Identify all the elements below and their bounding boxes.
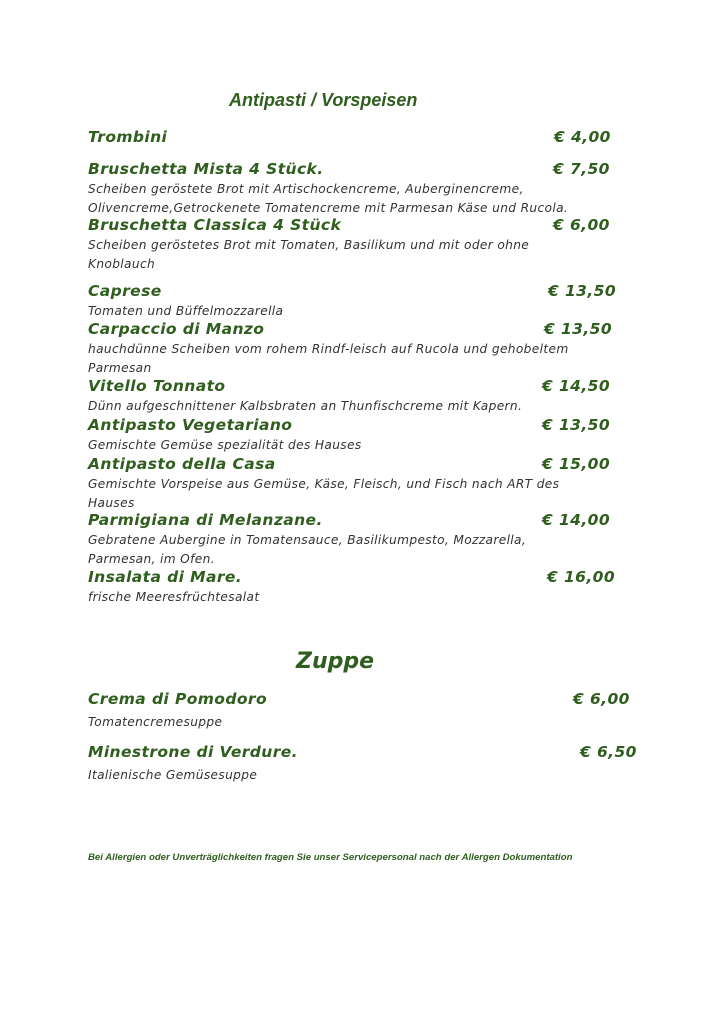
item-price: € 13,50 — [548, 282, 617, 300]
item-name: Insalata di Mare. — [88, 568, 243, 586]
item-price: € 16,00 — [547, 568, 616, 586]
item-description: Gemischte Vorspeise aus Gemüse, Käse, Fleisch, und Fisch nach ART des — [88, 477, 560, 491]
item-name: Caprese — [88, 282, 162, 300]
item-name: Bruschetta Mista 4 Stück. — [88, 160, 324, 178]
item-description: Scheiben geröstetes Brot mit Tomaten, Basilikum und mit oder ohne — [88, 238, 530, 252]
item-price: € 6,00 — [553, 216, 610, 234]
item-description: Olivencreme,Getrockenete Tomatencreme mit Parmesan Käse und Rucola. — [88, 200, 569, 215]
section-title-antipasti: Antipasti / Vorspeisen — [229, 90, 418, 110]
item-name: Antipasto Vegetariano — [88, 416, 293, 434]
item-description: Knoblauch — [88, 256, 156, 271]
item-description: Parmesan — [88, 360, 152, 375]
item-price: € 13,50 — [544, 320, 613, 338]
item-price: € 15,00 — [542, 455, 611, 473]
item-description: Scheiben geröstete Brot mit Artischockencreme, Auberginencreme, — [88, 182, 524, 196]
item-description: Tomaten und Büffelmozzarella — [88, 304, 284, 318]
item-name: Trombini — [88, 128, 168, 146]
item-price: € 7,50 — [553, 160, 610, 178]
item-name: Carpaccio di Manzo — [88, 320, 265, 338]
item-price: € 13,50 — [542, 416, 611, 434]
item-price: € 4,00 — [554, 128, 611, 146]
item-name: Minestrone di Verdure. — [88, 743, 298, 761]
item-description: Gemischte Gemüse spezialität des Hauses — [88, 438, 362, 452]
item-price: € 6,50 — [580, 743, 637, 761]
item-name: Antipasto della Casa — [88, 455, 276, 473]
item-description: Dünn aufgeschnittener Kalbsbraten an Thunfischcreme mit Kapern. — [88, 399, 523, 413]
item-description: Tomatencremesuppe — [88, 715, 223, 729]
item-description: frische Meeresfrüchtesalat — [88, 590, 260, 604]
item-price: € 6,00 — [573, 690, 630, 708]
item-price: € 14,00 — [542, 511, 611, 529]
item-description: Hauses — [88, 495, 135, 510]
item-description: Italienische Gemüsesuppe — [88, 768, 258, 782]
item-price: € 14,50 — [542, 377, 611, 395]
allergen-notice: Bei Allergien oder Unverträglichkeiten fragen Sie unser Servicepersonal nach der Allergen Dokumentation — [88, 852, 573, 863]
section-title-zuppe: Zuppe — [296, 649, 375, 674]
item-name: Vitello Tonnato — [88, 377, 226, 395]
item-description: Parmesan, im Ofen. — [88, 551, 215, 566]
item-name: Parmigiana di Melanzane. — [88, 511, 323, 529]
item-description: Gebratene Aubergine in Tomatensauce, Basilikumpesto, Mozzarella, — [88, 533, 527, 547]
item-name: Bruschetta Classica 4 Stück — [88, 216, 342, 234]
item-name: Crema di Pomodoro — [88, 690, 267, 708]
item-description: hauchdünne Scheiben vom rohem Rindf-leisch auf Rucola und gehobeltem — [88, 342, 569, 356]
